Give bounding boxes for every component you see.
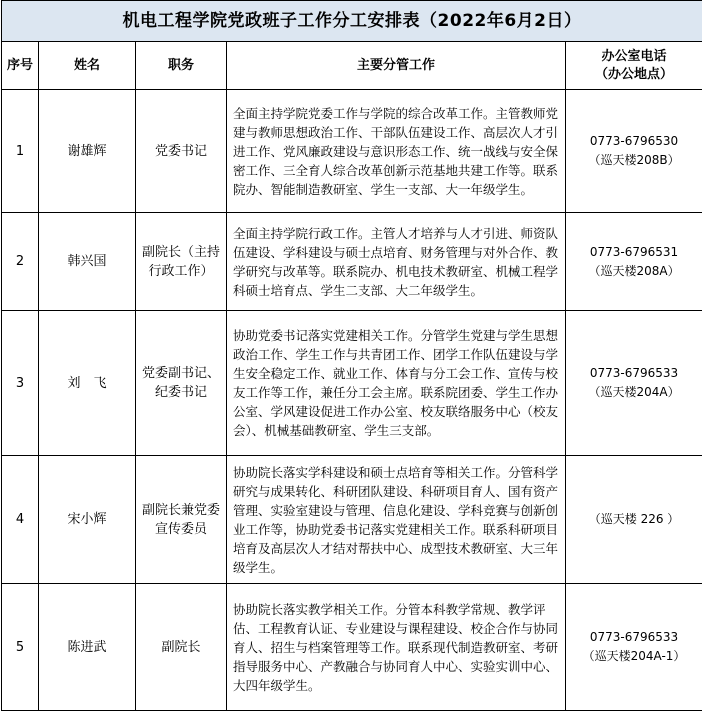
row-phone: 0773-6796531 — [566, 243, 702, 262]
title-row — [2, 1, 702, 42]
row-index: 2 — [2, 213, 39, 311]
table-row — [2, 311, 702, 456]
header-duties: 主要分管工作 — [227, 42, 566, 90]
table-title: 机电工程学院党政班子工作分工安排表（2022年6月2日） — [2, 1, 702, 42]
header-contact-phone: 办公室电话 — [566, 48, 702, 66]
row-name: 韩兴国 — [39, 213, 136, 311]
header-contact-office: （办公地点） — [566, 66, 702, 84]
header-index: 序号 — [2, 42, 39, 90]
row-duties: 全面主持学院党委工作与学院的综合改革工作。主管教师党建与教师思想政治工作、干部队伍建设工作、高层次人才引进工作、党风廉政建设与意识形态工作、统一战线与安全保密工作、三全育人综合改革创新示范基地共建工作等。联系院办、智能制造教研室、学生一支部、大一年级学生。 — [227, 90, 566, 213]
row-phone: 0773-6796530 — [566, 132, 702, 151]
table-row — [2, 456, 702, 584]
row-contact — [566, 456, 702, 584]
row-index: 4 — [2, 456, 39, 584]
row-office: （巡天楼204A-1） — [566, 647, 702, 666]
row-index: 5 — [2, 584, 39, 711]
row-role: 副院长 — [136, 584, 227, 711]
row-name: 谢雄辉 — [39, 90, 136, 213]
row-name: 陈进武 — [39, 584, 136, 711]
row-name: 刘 飞 — [39, 311, 136, 456]
table-row — [2, 213, 702, 311]
row-office: （巡天楼204A） — [566, 383, 702, 402]
row-role: 副院长兼党委宣传委员 — [136, 456, 227, 584]
row-contact — [566, 213, 702, 311]
row-contact — [566, 90, 702, 213]
row-name: 宋小辉 — [39, 456, 136, 584]
row-phone: 0773-6796533 — [566, 628, 702, 647]
row-phone: 0773-6796533 — [566, 364, 702, 383]
row-duties: 协助院长落实学科建设和硕士点培育等相关工作。分管科学研究与成果转化、科研团队建设、科研项目育人、国有资产管理、实验室建设与管理、信息化建设、学科竞赛与创新创业工作等，协助党委书记落实党建相关工作。联系科研项目培育及高层次人才结对帮扶中心、成型技术教研室、大三年级学生。 — [227, 456, 566, 584]
row-contact — [566, 584, 702, 711]
row-duties: 全面主持学院行政工作。主管人才培养与人才引进、师资队伍建设、学科建设与硕士点培育、财务管理与对外合作、教学研究与改革等。联系院办、机电技术教研室、机械工程学科硕士培育点、学生二支部、大二年级学生。 — [227, 213, 566, 311]
table-row — [2, 584, 702, 711]
row-index: 1 — [2, 90, 39, 213]
row-contact — [566, 311, 702, 456]
row-role: 副院长（主持行政工作） — [136, 213, 227, 311]
header-name: 姓名 — [39, 42, 136, 90]
row-role: 党委副书记、纪委书记 — [136, 311, 227, 456]
row-office: （巡天楼208A） — [566, 262, 702, 281]
header-contact — [566, 42, 702, 90]
row-office: （巡天楼208B） — [566, 151, 702, 170]
header-role: 职务 — [136, 42, 227, 90]
assignment-table — [1, 0, 702, 711]
row-office: （巡天楼 226 ） — [566, 510, 702, 529]
row-duties: 协助党委书记落实党建相关工作。分管学生党建与学生思想政治工作、学生工作与共青团工作、团学工作队伍建设与学生安全稳定工作、就业工作、体育与分工会工作、宣传与校友工作等工作，兼任分工会主席。联系院团委、学生工作办公室、学风建设促进工作办公室、校友联络服务中心（校友会）、机械基础教研室、学生三支部。 — [227, 311, 566, 456]
row-role: 党委书记 — [136, 90, 227, 213]
row-duties: 协助院长落实教学相关工作。分管本科教学常规、教学评估、工程教育认证、专业建设与课程建设、校企合作与协同育人、招生与档案管理等工作。联系现代制造教研室、考研指导服务中心、产教融合与协同育人中心、实验实训中心、大四年级学生。 — [227, 584, 566, 711]
header-row — [2, 42, 702, 90]
table-row — [2, 90, 702, 213]
row-index: 3 — [2, 311, 39, 456]
